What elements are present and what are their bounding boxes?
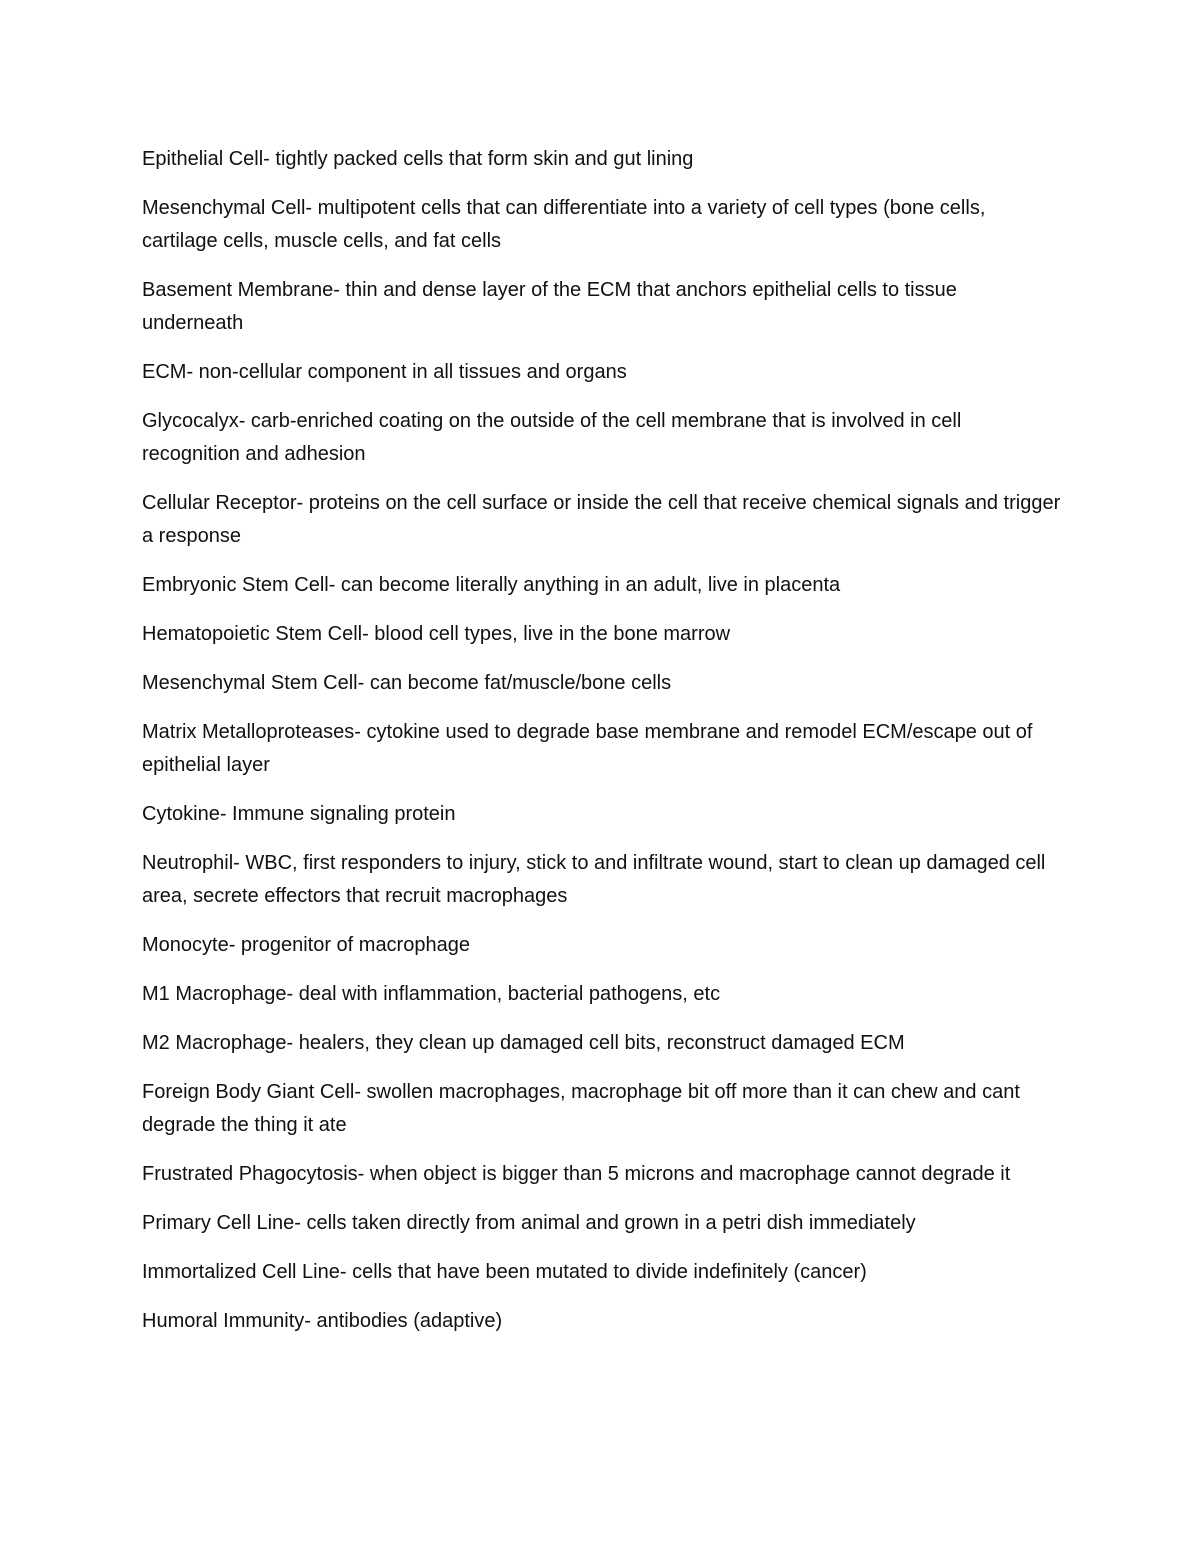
definition-mesenchymal-cell: Mesenchymal Cell- multipotent cells that can differentiate into a variety of cell types (bone cells, cartilage cells, muscle cells, and fat cells	[142, 197, 986, 252]
definition-epithelial-cell: Epithelial Cell- tightly packed cells that form skin and gut lining	[142, 148, 694, 170]
definition-basement-membrane: Basement Membrane- thin and dense layer of the ECM that anchors epithelial cells to tissue underneath	[142, 279, 957, 334]
definition-glycocalyx: Glycocalyx- carb-enriched coating on the outside of the cell membrane that is involved in cell recognition and adhesion	[142, 410, 962, 465]
definition-primary-cell-line: Primary Cell Line- cells taken directly from animal and grown in a petri dish immediately	[142, 1212, 916, 1234]
definition-immortalized-cell-line: Immortalized Cell Line- cells that have been mutated to divide indefinitely (cancer)	[142, 1261, 867, 1283]
definition-neutrophil: Neutrophil- WBC, first responders to injury, stick to and infiltrate wound, start to clean up damaged cell area, secrete effectors that recruit macrophages	[142, 852, 1046, 907]
definition-monocyte: Monocyte- progenitor of macrophage	[142, 934, 470, 956]
definition-m1-macrophage: M1 Macrophage- deal with inflammation, bacterial pathogens, etc	[142, 983, 721, 1005]
document-page	[142, 143, 1062, 1354]
definition-ecm: ECM- non-cellular component in all tissues and organs	[142, 361, 627, 383]
definition-mesenchymal-stem-cell: Mesenchymal Stem Cell- can become fat/muscle/bone cells	[142, 672, 672, 694]
definition-matrix-metalloproteases: Matrix Metalloproteases- cytokine used to degrade base membrane and remodel ECM/escape out of epithelial layer	[142, 721, 1033, 776]
definition-frustrated-phagocytosis: Frustrated Phagocytosis- when object is bigger than 5 microns and macrophage cannot degrade it	[142, 1163, 1011, 1185]
definition-cellular-receptor: Cellular Receptor- proteins on the cell surface or inside the cell that receive chemical signals and trigger a response	[142, 492, 1061, 547]
definition-embryonic-stem-cell: Embryonic Stem Cell- can become literally anything in an adult, live in placenta	[142, 574, 841, 596]
definition-m2-macrophage: M2 Macrophage- healers, they clean up damaged cell bits, reconstruct damaged ECM	[142, 1032, 905, 1054]
definition-foreign-body-giant-cell: Foreign Body Giant Cell- swollen macrophages, macrophage bit off more than it can chew and cant degrade the thing it ate	[142, 1081, 1020, 1136]
definition-humoral-immunity: Humoral Immunity- antibodies (adaptive)	[142, 1310, 503, 1332]
definition-hematopoietic-stem-cell: Hematopoietic Stem Cell- blood cell types, live in the bone marrow	[142, 623, 731, 645]
definition-cytokine: Cytokine- Immune signaling protein	[142, 803, 456, 825]
